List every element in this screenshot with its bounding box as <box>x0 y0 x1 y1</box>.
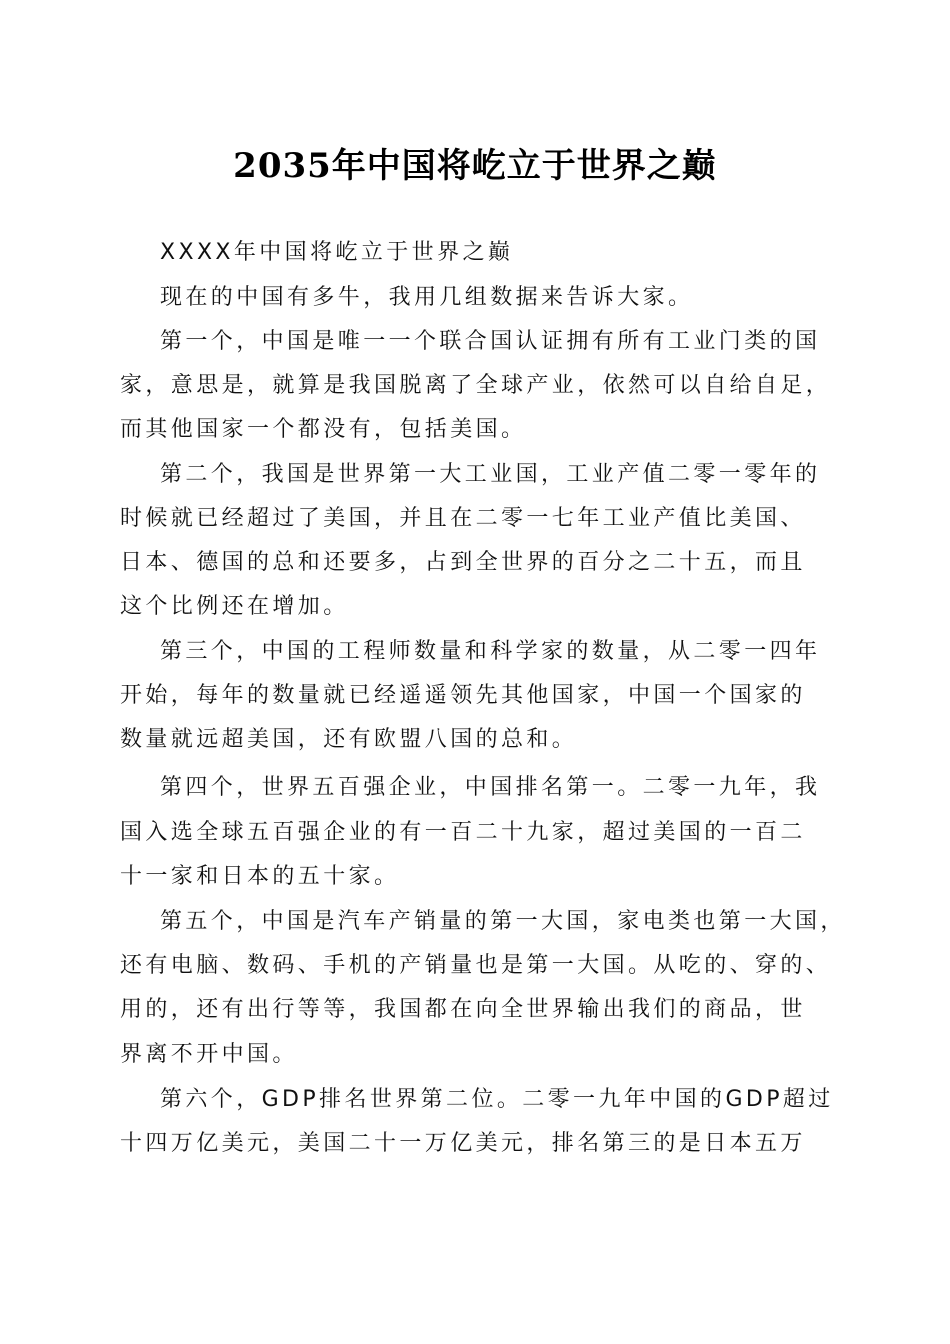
paragraph-line: 十一家和日本的五十家。 <box>120 864 400 889</box>
paragraph-line: 第三个，中国的工程师数量和科学家的数量，从二零一四年 <box>160 639 821 664</box>
paragraph-line: 十四万亿美元，美国二十一万亿美元，排名第三的是日本五万 <box>120 1131 806 1156</box>
paragraph-line: 家，意思是，就算是我国脱离了全球产业，依然可以自给自足， <box>120 373 832 398</box>
paragraph-line: 第六个，GDP排名世界第二位。二零一九年中国的GDP超过 <box>160 1087 834 1112</box>
paragraph-line: 用的，还有出行等等，我国都在向全世界输出我们的商品，世 <box>120 997 806 1022</box>
paragraph-line: 第五个，中国是汽车产销量的第一大国，家电类也第一大国， <box>160 909 846 934</box>
paragraph-line: 日本、德国的总和还要多，占到全世界的百分之二十五，而且 <box>120 550 806 575</box>
paragraph-line: 而其他国家一个都没有，包括美国。 <box>120 417 527 442</box>
paragraph-line: 第二个，我国是世界第一大工业国，工业产值二零一零年的 <box>160 462 821 487</box>
paragraph-line: 国入选全球五百强企业的有一百二十九家，超过美国的一百二 <box>120 820 806 845</box>
paragraph-line: 现在的中国有多牛，我用几组数据来告诉大家。 <box>160 285 694 310</box>
paragraph-line: 第一个，中国是唯一一个联合国认证拥有所有工业门类的国 <box>160 329 821 354</box>
paragraph-line: 数量就远超美国，还有欧盟八国的总和。 <box>120 727 578 752</box>
paragraph-line: 第四个，世界五百强企业，中国排名第一。二零一九年，我 <box>160 775 821 800</box>
paragraph-line: 界离不开中国。 <box>120 1042 298 1067</box>
subtitle-line: XXXX年中国将屹立于世界之巅 <box>160 240 514 265</box>
paragraph-line: 时候就已经超过了美国，并且在二零一七年工业产值比美国、 <box>120 506 806 531</box>
paragraph-line: 开始，每年的数量就已经遥遥领先其他国家，中国一个国家的 <box>120 683 806 708</box>
paragraph-line: 这个比例还在增加。 <box>120 594 349 619</box>
document-title: 2035年中国将屹立于世界之巅 <box>233 146 717 186</box>
paragraph-line: 还有电脑、数码、手机的产销量也是第一大国。从吃的、穿的、 <box>120 953 832 978</box>
